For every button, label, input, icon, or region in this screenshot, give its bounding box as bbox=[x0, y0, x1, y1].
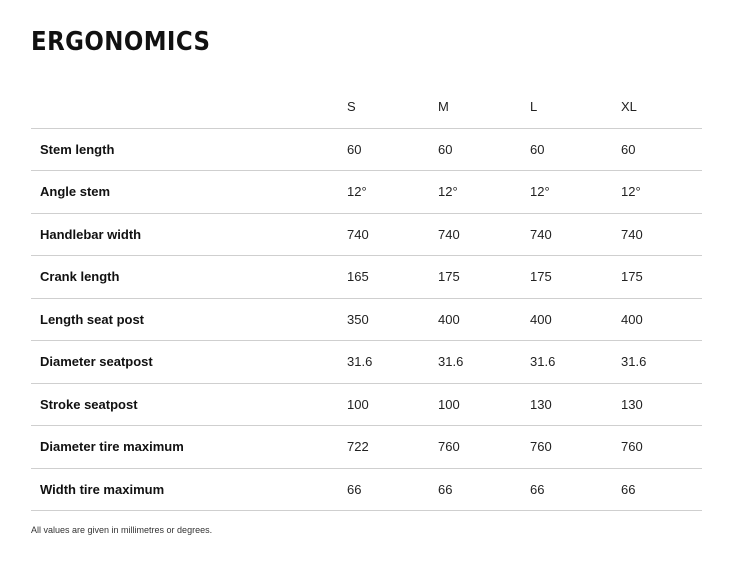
cell-value: 12° bbox=[347, 184, 367, 200]
row-label: Diameter tire maximum bbox=[40, 439, 184, 455]
cell-value: 12° bbox=[530, 184, 550, 200]
cell-value: 60 bbox=[438, 141, 453, 157]
cell-value: 350 bbox=[347, 311, 369, 327]
cell-value: 740 bbox=[347, 226, 369, 242]
table-row bbox=[31, 171, 702, 214]
footnote: All values are given in millimetres or degrees. bbox=[31, 525, 213, 535]
row-label: Width tire maximum bbox=[40, 481, 165, 497]
table-row bbox=[31, 383, 702, 426]
cell-value: 722 bbox=[347, 439, 369, 455]
table-header-row bbox=[31, 85, 702, 128]
row-label: Stem length bbox=[40, 141, 115, 157]
column-header-xl: XL bbox=[621, 98, 637, 114]
cell-value: 60 bbox=[347, 141, 362, 157]
page-title: ERGONOMICS bbox=[31, 27, 211, 57]
row-label: Angle stem bbox=[40, 184, 111, 200]
cell-value: 175 bbox=[621, 269, 643, 285]
table-row bbox=[31, 128, 702, 171]
cell-value: 165 bbox=[347, 269, 369, 285]
cell-value: 130 bbox=[621, 396, 643, 412]
cell-value: 760 bbox=[621, 439, 643, 455]
table-row bbox=[31, 341, 702, 384]
cell-value: 31.6 bbox=[438, 354, 464, 370]
cell-value: 31.6 bbox=[621, 354, 647, 370]
cell-value: 100 bbox=[347, 396, 369, 412]
cell-value: 760 bbox=[438, 439, 460, 455]
row-label: Length seat post bbox=[40, 311, 145, 327]
cell-value: 31.6 bbox=[347, 354, 373, 370]
cell-value: 66 bbox=[347, 481, 362, 497]
cell-value: 66 bbox=[621, 481, 636, 497]
header-empty-cell bbox=[31, 85, 347, 128]
cell-value: 400 bbox=[438, 311, 460, 327]
cell-value: 740 bbox=[621, 226, 643, 242]
cell-value: 12° bbox=[438, 184, 458, 200]
table-row bbox=[31, 298, 702, 341]
cell-value: 175 bbox=[530, 269, 552, 285]
row-label: Handlebar width bbox=[40, 226, 142, 242]
table-row bbox=[31, 468, 702, 511]
ergonomics-table bbox=[31, 85, 702, 511]
cell-value: 400 bbox=[530, 311, 552, 327]
cell-value: 760 bbox=[530, 439, 552, 455]
cell-value: 400 bbox=[621, 311, 643, 327]
cell-value: 12° bbox=[621, 184, 641, 200]
column-header-l: L bbox=[530, 98, 538, 114]
cell-value: 66 bbox=[438, 481, 453, 497]
cell-value: 31.6 bbox=[530, 354, 556, 370]
table-row bbox=[31, 213, 702, 256]
cell-value: 740 bbox=[530, 226, 552, 242]
cell-value: 60 bbox=[621, 141, 636, 157]
row-label: Stroke seatpost bbox=[40, 396, 138, 412]
row-label: Diameter seatpost bbox=[40, 354, 153, 370]
column-header-m: M bbox=[438, 98, 449, 114]
cell-value: 60 bbox=[530, 141, 545, 157]
cell-value: 66 bbox=[530, 481, 545, 497]
cell-value: 100 bbox=[438, 396, 460, 412]
table-row bbox=[31, 426, 702, 469]
column-header-s: S bbox=[347, 98, 356, 114]
cell-value: 175 bbox=[438, 269, 460, 285]
row-label: Crank length bbox=[40, 269, 120, 285]
cell-value: 130 bbox=[530, 396, 552, 412]
table-row bbox=[31, 256, 702, 299]
cell-value: 740 bbox=[438, 226, 460, 242]
